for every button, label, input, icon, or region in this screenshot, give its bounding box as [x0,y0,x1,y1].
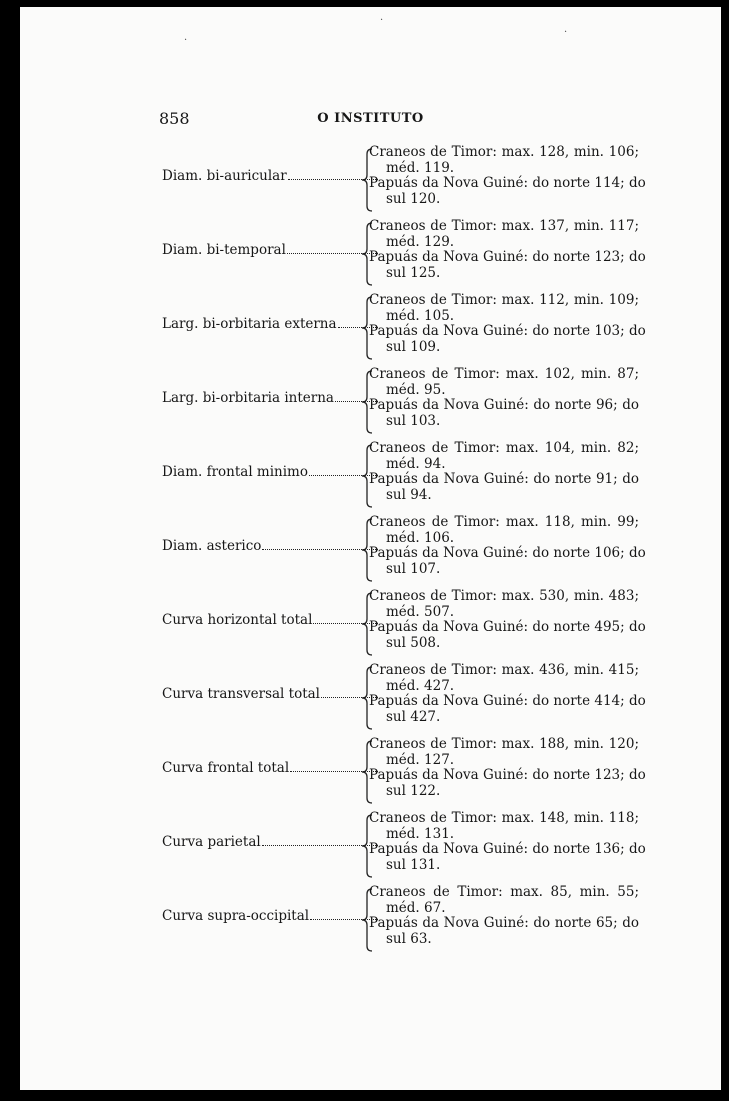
papuas-south-value: sul 120. [386,190,441,207]
timor-values: Craneos de Timor: max. 104, min. 82; [369,440,639,456]
running-header [20,109,721,129]
timor-average: méd. 105. [386,307,455,324]
measurement-values [369,662,646,725]
measurement-label [162,168,380,184]
measurement-entry [20,366,721,434]
measurement-label [162,834,380,850]
papuas-values: Papuás da Nova Guiné: do norte 114; do [369,175,646,191]
scanned-page [20,7,721,1090]
measurement-entry [20,588,721,656]
measurement-label [162,760,380,776]
measurement-label [162,316,380,332]
measurement-label-text: Diam. asterico [162,538,262,554]
measurement-values [369,367,639,429]
measurement-label [162,612,380,628]
timor-values: Craneos de Timor: max. 118, min. 99; [369,514,639,530]
papuas-south-value: sul 131. [386,856,441,873]
timor-average: méd. 67. [386,899,446,916]
measurement-label-text: Curva parietal [162,834,261,850]
papuas-values: Papuás da Nova Guiné: do norte 106; do [369,545,646,561]
measurement-label [162,538,380,554]
papuas-values: Papuás da Nova Guiné: do norte 123; do [369,249,646,265]
papuas-south-value: sul 427. [386,708,441,725]
papuas-south-value: sul 103. [386,412,441,429]
timor-average: méd. 127. [386,751,455,768]
measurement-values [369,144,646,207]
timor-average: méd. 95. [386,381,446,398]
measurement-label-text: Curva frontal total [162,760,290,776]
measurement-entry [20,144,721,212]
timor-values: Craneos de Timor: max. 188, min. 120; [369,736,639,752]
papuas-south-value: sul 107. [386,560,441,577]
timor-average: méd. 106. [386,529,455,546]
timor-average: méd. 119. [386,159,455,176]
papuas-values: Papuás da Nova Guiné: do norte 91; do [369,471,639,487]
measurement-label-text: Diam. bi-temporal [162,242,286,258]
measurement-label [162,390,380,406]
timor-average: méd. 129. [386,233,455,250]
measurement-values [369,736,646,799]
measurement-entry [20,440,721,508]
timor-values: Craneos de Timor: max. 85, min. 55; [369,884,639,900]
timor-average: méd. 507. [386,603,455,620]
timor-average: méd. 427. [386,677,455,694]
measurement-label-text: Larg. bi-orbitaria externa [162,316,337,332]
papuas-south-value: sul 122. [386,782,441,799]
timor-values: Craneos de Timor: max. 102, min. 87; [369,366,639,382]
measurement-values [369,514,646,577]
measurement-label [162,908,380,924]
papuas-values: Papuás da Nova Guiné: do norte 136; do [369,841,646,857]
papuas-south-value: sul 94. [386,486,432,503]
timor-values: Craneos de Timor: max. 112, min. 109; [369,292,639,308]
scan-speck: · [380,15,384,26]
timor-values: Craneos de Timor: max. 530, min. 483; [369,588,639,604]
papuas-values: Papuás da Nova Guiné: do norte 414; do [369,693,646,709]
papuas-values: Papuás da Nova Guiné: do norte 123; do [369,767,646,783]
papuas-values: Papuás da Nova Guiné: do norte 96; do [369,397,639,413]
measurement-entry [20,810,721,878]
measurement-label-text: Curva horizontal total [162,612,313,628]
timor-values: Craneos de Timor: max. 148, min. 118; [369,810,639,826]
timor-values: Craneos de Timor: max. 137, min. 117; [369,218,639,234]
running-title: O INSTITUTO [317,111,424,126]
papuas-values: Papuás da Nova Guiné: do norte 65; do [369,915,639,931]
measurement-values [369,885,639,947]
measurement-values [369,292,646,355]
scan-speck: · [184,35,188,46]
page-number: 858 [159,109,190,128]
papuas-south-value: sul 125. [386,264,441,281]
papuas-values: Papuás da Nova Guiné: do norte 495; do [369,619,646,635]
scan-speck: · [564,27,568,38]
measurement-entry [20,662,721,730]
papuas-south-value: sul 63. [386,930,432,947]
measurement-entry [20,736,721,804]
papuas-south-value: sul 508. [386,634,441,651]
measurement-label-text: Larg. bi-orbitaria interna [162,390,334,406]
measurement-values [369,441,639,503]
measurement-values [369,588,646,651]
timor-average: méd. 131. [386,825,455,842]
measurement-label [162,242,380,258]
measurement-entry [20,218,721,286]
measurement-values [369,218,646,281]
measurement-label-text: Curva transversal total [162,686,320,702]
timor-average: méd. 94. [386,455,446,472]
measurement-label-text: Diam. frontal minimo [162,464,308,480]
measurement-entry [20,514,721,582]
timor-values: Craneos de Timor: max. 128, min. 106; [369,144,639,160]
timor-values: Craneos de Timor: max. 436, min. 415; [369,662,639,678]
papuas-south-value: sul 109. [386,338,441,355]
measurement-label [162,464,380,480]
measurement-entry [20,292,721,360]
measurement-entry [20,884,721,952]
measurement-label [162,686,380,702]
measurement-values [369,810,646,873]
measurement-label-text: Curva supra-occipital [162,908,310,924]
measurement-label-text: Diam. bi-auricular [162,168,287,184]
papuas-values: Papuás da Nova Guiné: do norte 103; do [369,323,646,339]
